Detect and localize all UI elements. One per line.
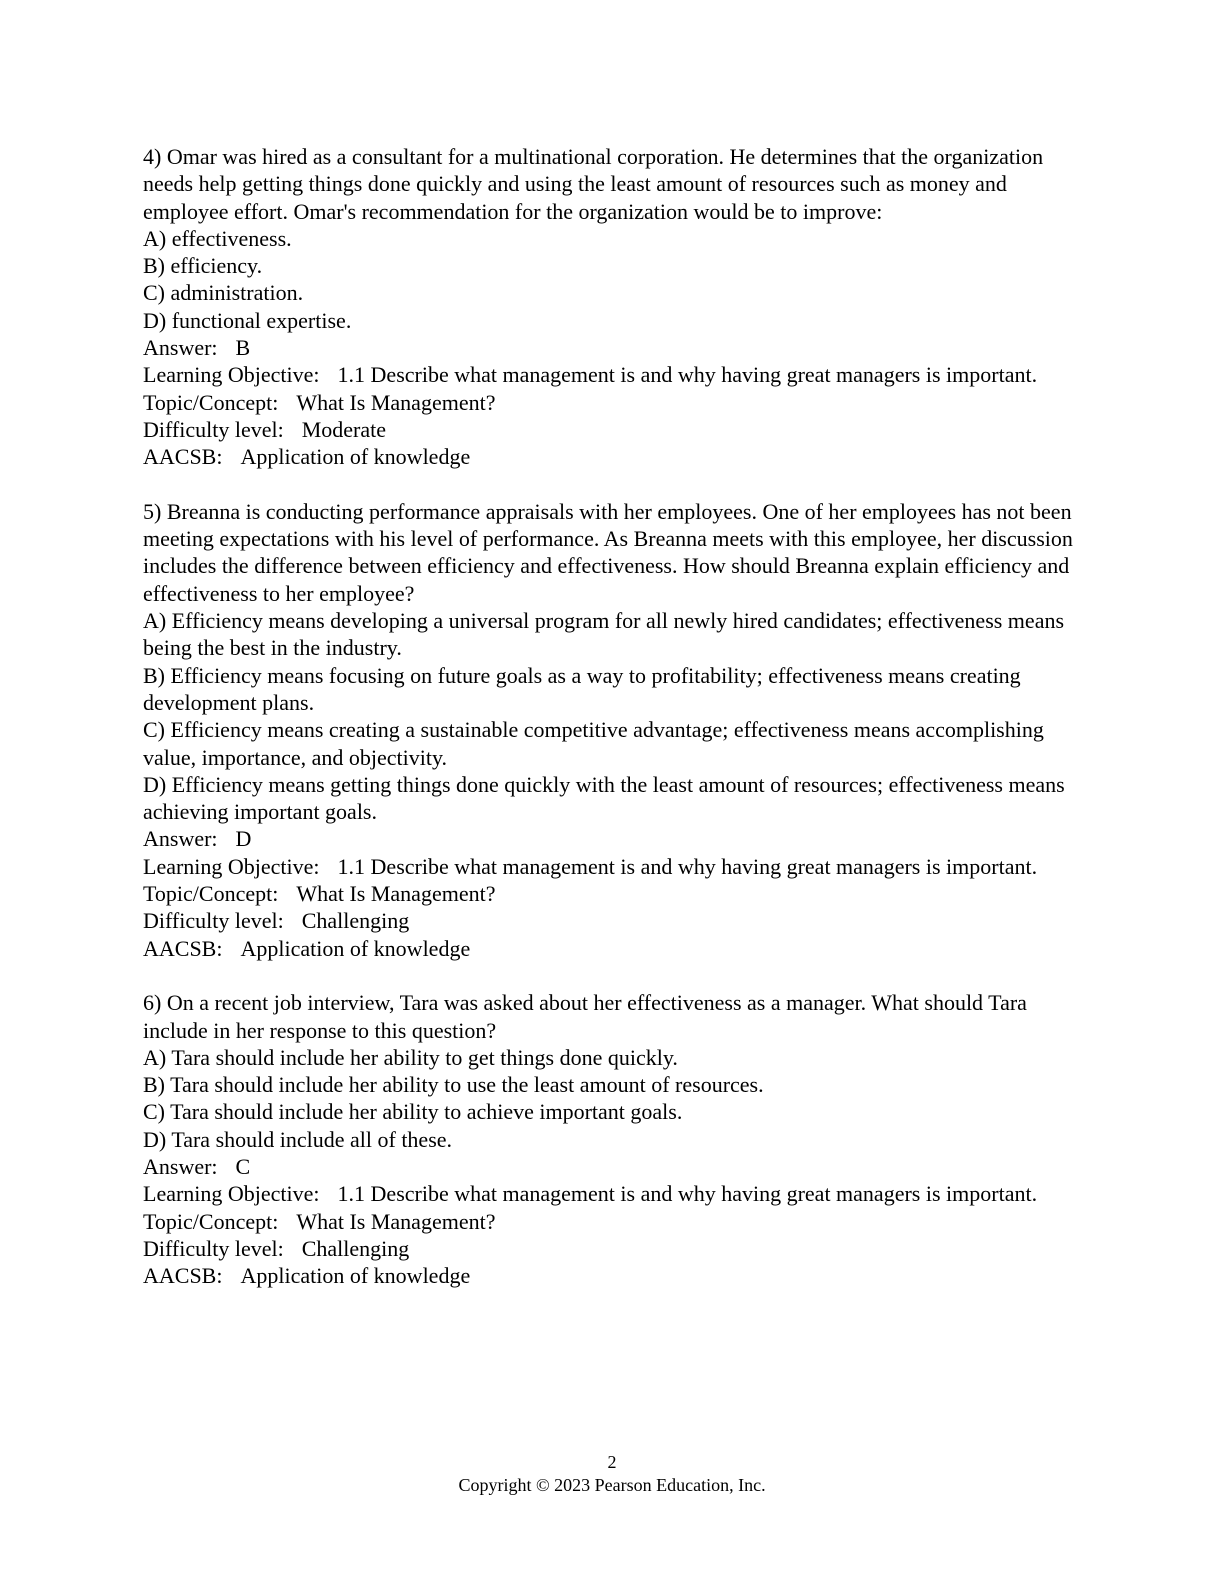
difficulty-line (143, 416, 1078, 443)
aacsb-label: AACSB: (143, 1263, 223, 1289)
option-c: C) Efficiency means creating a sustainable competitive advantage; effectiveness means accomplishing value, importance, and objectivity. (143, 717, 1050, 770)
difficulty-value: Challenging (301, 1235, 410, 1261)
option-b: B) efficiency. (143, 253, 263, 279)
objective-line (143, 853, 1078, 880)
topic-value: What Is Management? (296, 389, 496, 415)
topic-value: What Is Management? (296, 881, 496, 907)
objective-line (143, 1180, 1078, 1207)
answer-value: C (235, 1153, 251, 1179)
question-stem: 6) On a recent job interview, Tara was asked about her effectiveness as a manager. What should Tara include in her response to this question? (143, 990, 1033, 1043)
objective-value: 1.1 Describe what management is and why having great managers is important. (337, 1181, 1038, 1207)
aacsb-value: Application of knowledge (240, 444, 471, 470)
difficulty-label: Difficulty level: (143, 1235, 284, 1261)
topic-line (143, 880, 1078, 907)
topic-line (143, 1208, 1078, 1235)
aacsb-line (143, 443, 1078, 470)
page-content (143, 143, 1078, 1317)
option-b: B) Efficiency means focusing on future goals as a way to profitability; effectiveness means creating development plans. (143, 662, 1027, 715)
option-a: A) Tara should include her ability to get things done quickly. (143, 1044, 678, 1070)
option-c: C) Tara should include her ability to achieve important goals. (143, 1099, 683, 1125)
answer-line (143, 334, 1078, 361)
aacsb-line (143, 935, 1078, 962)
objective-label: Learning Objective: (143, 1181, 320, 1207)
question-stem: 4) Omar was hired as a consultant for a multinational corporation. He determines that the organization needs help getting things done quickly and using the least amount of resources such as money and employee effort. Omar's recommendation for the organization would be to improve: (143, 144, 1049, 224)
difficulty-label: Difficulty level: (143, 416, 284, 442)
objective-line (143, 361, 1078, 388)
answer-label: Answer: (143, 335, 218, 361)
difficulty-value: Moderate (301, 416, 387, 442)
topic-line (143, 389, 1078, 416)
option-c: C) administration. (143, 280, 304, 306)
question-stem: 5) Breanna is conducting performance appraisals with her employees. One of her employees has not been meeting expectations with his level of performance. As Breanna meets with this employee, her discussion includes the difference between efficiency and effectiveness. How should Breanna explain efficiency and effectiveness to her employee? (143, 498, 1079, 606)
answer-label: Answer: (143, 826, 218, 852)
objective-label: Learning Objective: (143, 853, 320, 879)
topic-label: Topic/Concept: (143, 1208, 279, 1234)
option-d: D) Efficiency means getting things done quickly with the least amount of resources; effectiveness means achieving important goals. (143, 771, 1071, 825)
topic-label: Topic/Concept: (143, 389, 279, 415)
topic-label: Topic/Concept: (143, 881, 279, 907)
answer-line (143, 1153, 1078, 1180)
topic-value: What Is Management? (296, 1208, 496, 1234)
aacsb-label: AACSB: (143, 935, 223, 961)
objective-value: 1.1 Describe what management is and why having great managers is important. (337, 853, 1038, 879)
objective-value: 1.1 Describe what management is and why having great managers is important. (337, 362, 1038, 388)
option-d: D) functional expertise. (143, 307, 352, 333)
answer-label: Answer: (143, 1153, 218, 1179)
question-4 (143, 143, 1078, 471)
aacsb-value: Application of knowledge (240, 1263, 471, 1289)
answer-value: B (235, 335, 251, 361)
question-5 (143, 498, 1078, 962)
aacsb-line (143, 1262, 1078, 1289)
difficulty-label: Difficulty level: (143, 908, 284, 934)
option-a: A) effectiveness. (143, 225, 292, 251)
page-number: 2 (607, 1452, 617, 1472)
answer-line (143, 825, 1078, 852)
aacsb-label: AACSB: (143, 444, 223, 470)
option-a: A) Efficiency means developing a universal program for all newly hired candidates; effectiveness means being the best in the industry. (143, 608, 1070, 661)
option-d: D) Tara should include all of these. (143, 1126, 453, 1152)
copyright-notice: Copyright © 2023 Pearson Education, Inc. (458, 1475, 766, 1495)
question-6 (143, 989, 1078, 1289)
difficulty-value: Challenging (301, 908, 410, 934)
objective-label: Learning Objective: (143, 362, 320, 388)
option-b: B) Tara should include her ability to use the least amount of resources. (143, 1072, 764, 1098)
answer-value: D (235, 826, 252, 852)
difficulty-line (143, 907, 1078, 934)
aacsb-value: Application of knowledge (240, 935, 471, 961)
difficulty-line (143, 1235, 1078, 1262)
